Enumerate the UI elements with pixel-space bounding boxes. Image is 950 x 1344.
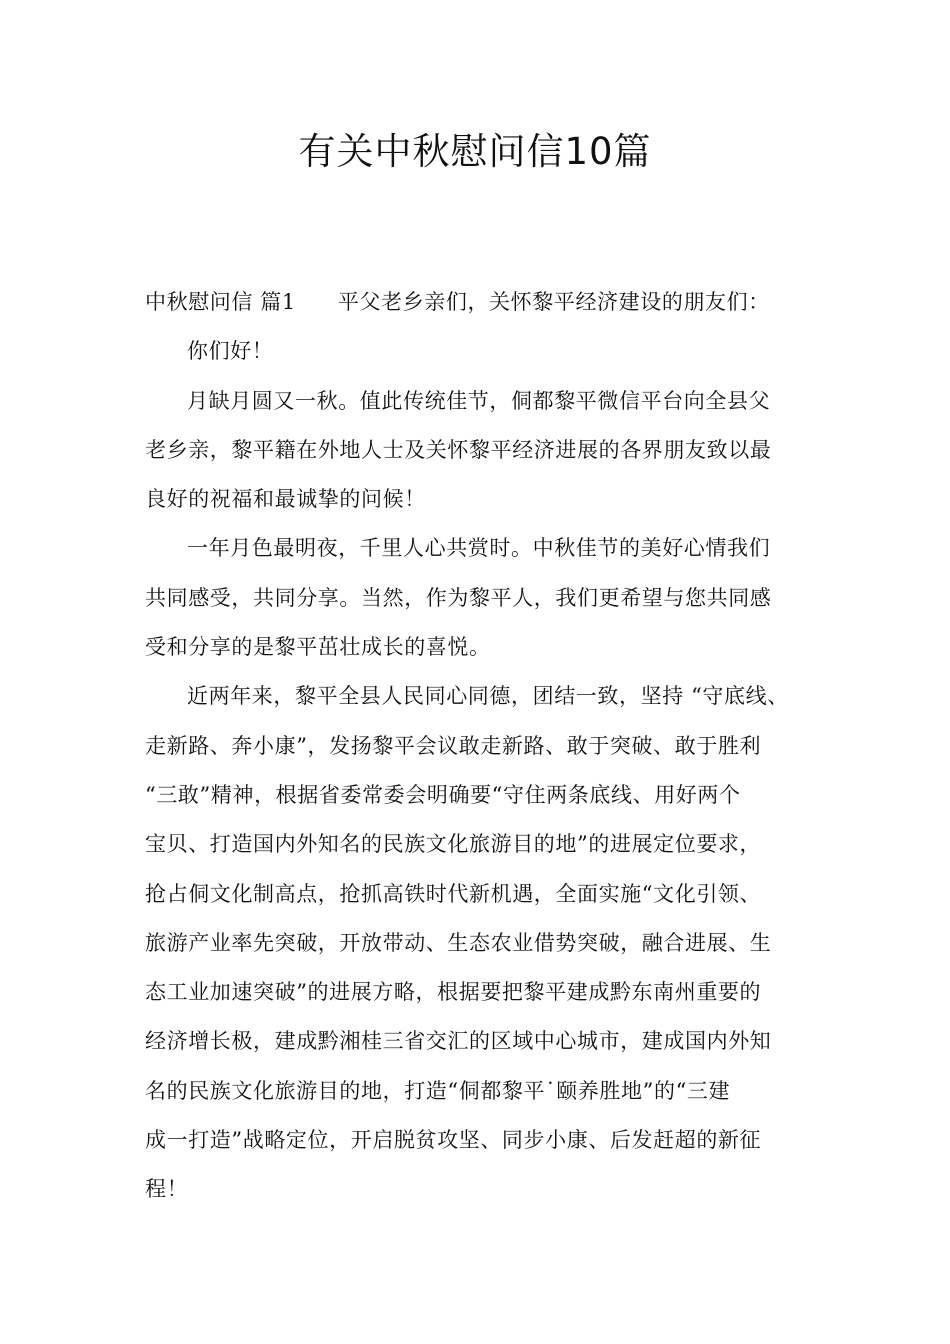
salutation: 平父老乡亲们，关怀黎平经济建设的朋友们： bbox=[337, 290, 770, 314]
paragraph-line: 一年月色最明夜，千里人心共赏时。中秋佳节的美好心情我们 bbox=[187, 536, 771, 561]
document-title: 有关中秋慰问信10篇 bbox=[298, 130, 652, 173]
section-label: 中秋慰问信 篇1 bbox=[145, 290, 296, 314]
opening-line bbox=[145, 283, 825, 332]
greeting-line: 你们好！ bbox=[187, 339, 274, 364]
paragraph-line: 程！ bbox=[145, 1177, 189, 1202]
paragraph-line: 名的民族文化旅游目的地，打造“侗都黎平˙颐养胜地”的“三建 bbox=[145, 1078, 731, 1103]
paragraph-line: 经济增长极，建成黔湘桂三省交汇的区域中心城市，建成国内外知 bbox=[145, 1029, 772, 1054]
paragraph-line: 旅游产业率先突破，开放带动、生态农业借势突破，融合进展、生 bbox=[145, 930, 772, 955]
paragraph-line: 宝贝、打造国内外知名的民族文化旅游目的地”的进展定位要求， bbox=[145, 832, 762, 857]
paragraph-line: 老乡亲，黎平籍在外地人士及关怀黎平经济进展的各界朋友致以最 bbox=[145, 437, 772, 462]
paragraph-line: 态工业加速突破”的进展方略，根据要把黎平建成黔东南州重要的 bbox=[145, 980, 762, 1005]
paragraph-line: 良好的祝福和最诚挚的问候！ bbox=[145, 487, 426, 512]
paragraph-line: 抢占侗文化制高点，抢抓高铁时代新机遇，全面实施“文化引领、 bbox=[145, 881, 762, 906]
paragraph-line: 受和分享的是黎平茁壮成长的喜悦。 bbox=[145, 635, 491, 660]
paragraph-line: 近两年来，黎平全县人民同心同德，团结一致，坚持 “守底线、 bbox=[187, 684, 789, 709]
document-body bbox=[145, 283, 825, 1220]
paragraph-line: 月缺月圆又一秋。值此传统佳节，侗都黎平微信平台向全县父 bbox=[187, 388, 771, 413]
paragraph-line: “三敢”精神，根据省委常委会明确要“守住两条底线、用好两个 bbox=[145, 782, 741, 807]
paragraph-line: 成一打造”战略定位，开启脱贫攻坚、同步小康、后发赶超的新征 bbox=[145, 1128, 762, 1153]
paragraph-line: 走新路、奔小康”，发扬黎平会议敢走新路、敢于突破、敢于胜利 bbox=[145, 733, 762, 758]
paragraph-line: 共同感受，共同分享。当然，作为黎平人，我们更希望与您共同感 bbox=[145, 585, 772, 610]
